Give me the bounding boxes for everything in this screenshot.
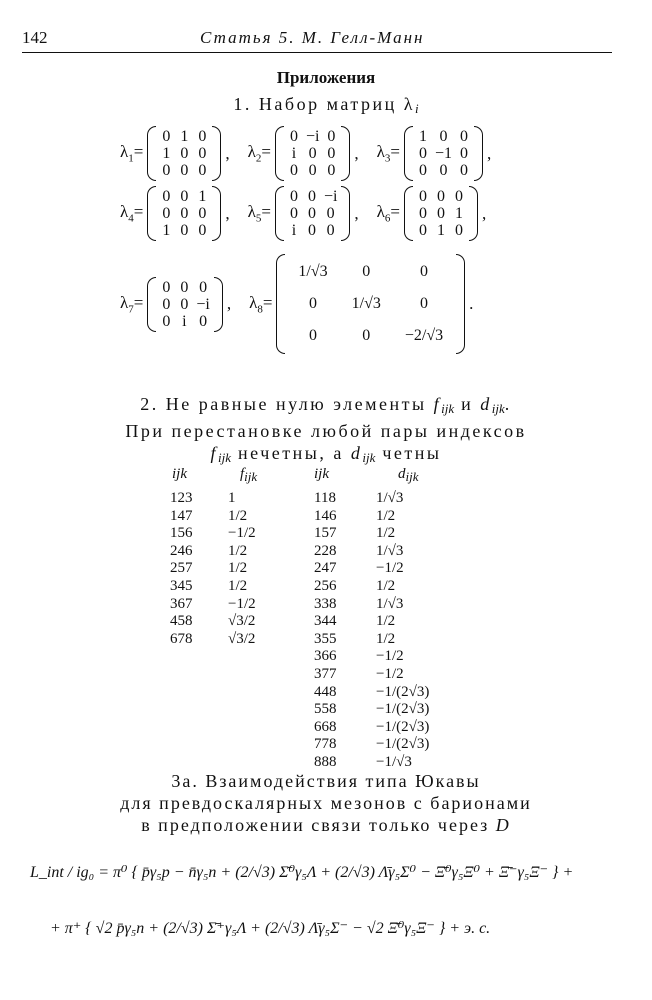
matrix-punct: , bbox=[226, 294, 232, 313]
table-value: −1/2 bbox=[376, 648, 404, 665]
matrix-cell: 0 bbox=[460, 128, 469, 145]
matrix-label: $\lambda_2=$ bbox=[247, 142, 271, 165]
matrix-label: $\lambda_4=$ bbox=[120, 202, 144, 225]
matrix-cell: 0 bbox=[198, 222, 207, 239]
header-rule bbox=[22, 52, 612, 53]
matrix-cell: i bbox=[182, 312, 187, 330]
matrix-lambda-4 bbox=[120, 186, 230, 241]
matrix-row-1 bbox=[120, 126, 509, 181]
matrix-cell: 1 bbox=[437, 222, 445, 239]
matrix-cell: 0 bbox=[180, 295, 189, 313]
table-ijk: 338 bbox=[314, 595, 337, 612]
matrix-cell: 0 bbox=[326, 205, 335, 222]
matrix-label: $\lambda_6=$ bbox=[376, 202, 400, 225]
matrix-cell: 1 bbox=[162, 222, 171, 239]
table-value: 1/2 bbox=[228, 578, 248, 594]
table-ijk: 355 bbox=[314, 630, 337, 647]
running-title: Статья 5. М. Гелл-Манн bbox=[200, 28, 425, 47]
table-ijk: 146 bbox=[314, 507, 337, 524]
matrix-row-2 bbox=[120, 186, 504, 241]
matrix-cell: 0 bbox=[309, 327, 318, 344]
matrix-cell: −2/√3 bbox=[404, 327, 444, 344]
table-ijk: 678 bbox=[170, 630, 193, 647]
matrix-cell: 1/√3 bbox=[351, 295, 381, 312]
matrix-body bbox=[404, 186, 478, 241]
section1-title: 1. Набор матриц $\lambda_i$ bbox=[233, 94, 419, 116]
table-value: 1/2 bbox=[376, 613, 396, 630]
table-value: −1/2 bbox=[376, 666, 404, 682]
matrix-cell: 0 bbox=[198, 145, 207, 162]
matrix-cell: 0 bbox=[307, 188, 316, 205]
table-value: 1/√3 bbox=[376, 542, 404, 559]
matrix-cell: 0 bbox=[455, 188, 463, 205]
table-value: 1 bbox=[228, 490, 236, 506]
table-ijk: 888 bbox=[314, 754, 337, 770]
matrix-cell: 0 bbox=[180, 278, 189, 296]
table-value: −1/(2√3) bbox=[376, 718, 430, 735]
table-ijk: 156 bbox=[170, 525, 193, 542]
f-col-value-head: fijk bbox=[240, 466, 258, 484]
table-value: 1/√3 bbox=[376, 490, 404, 506]
matrix-label: $\lambda_3=$ bbox=[376, 142, 400, 165]
matrix-cell: 0 bbox=[289, 128, 298, 145]
matrix-cell: −i bbox=[305, 128, 320, 145]
matrix-cell: 0 bbox=[180, 205, 189, 222]
section2-title: 2. Не равные нулю элементы $f_{ijk}$ и $d_{ijk}$. При перестановке любой пары индексов $f_{ijk}$ нечетны, а $d_{ijk}$ четны bbox=[125, 394, 527, 465]
table-value: −1/(2√3) bbox=[376, 683, 430, 700]
matrix-cell: 0 bbox=[326, 222, 335, 239]
matrix-cell: 0 bbox=[289, 188, 298, 205]
matrix-cell: 1 bbox=[455, 205, 463, 222]
section3-title: 3а. Взаимодействия типа Юкавы для превдоскалярных мезонов с барионами в предположении связи только через D bbox=[120, 771, 532, 835]
matrix-body bbox=[147, 186, 221, 241]
table-value: 1/2 bbox=[228, 507, 248, 524]
matrix-cell: 0 bbox=[308, 162, 317, 179]
table-value: −1/2 bbox=[228, 595, 256, 612]
matrix-lambda-8 bbox=[249, 254, 473, 354]
matrix-lambda-1 bbox=[120, 126, 230, 181]
table-value: 1/2 bbox=[376, 507, 396, 524]
matrix-cell: 0 bbox=[327, 162, 336, 179]
table-ijk: 345 bbox=[170, 578, 193, 594]
matrix-cell: 0 bbox=[307, 205, 316, 222]
table-ijk: 448 bbox=[314, 683, 337, 700]
matrix-cell: 1 bbox=[198, 188, 207, 205]
table-value: −1/2 bbox=[228, 525, 256, 542]
matrix-cell: 0 bbox=[180, 162, 189, 179]
matrix-cell: 0 bbox=[439, 162, 448, 179]
matrix-cell: 0 bbox=[162, 312, 171, 330]
matrix-cell: 0 bbox=[198, 128, 207, 145]
matrix-cell: 0 bbox=[419, 145, 427, 162]
matrix-cell: 0 bbox=[180, 188, 189, 205]
matrix-cell: 0 bbox=[198, 205, 207, 222]
page-number: 142 bbox=[22, 28, 48, 47]
matrix-cell: 0 bbox=[289, 205, 298, 222]
table-ijk: 123 bbox=[170, 490, 193, 506]
matrix-cell: 0 bbox=[162, 188, 171, 205]
matrix-label: $\lambda_8=$ bbox=[249, 292, 273, 316]
matrix-cell: 0 bbox=[362, 263, 371, 280]
matrix-cell: −i bbox=[323, 188, 338, 205]
table-ijk: 157 bbox=[314, 525, 337, 542]
table-ijk: 247 bbox=[314, 560, 337, 577]
table-value: √3/2 bbox=[228, 613, 256, 630]
table-value: 1/2 bbox=[376, 578, 396, 594]
matrix-body bbox=[147, 277, 222, 332]
matrix-lambda-2 bbox=[248, 126, 359, 181]
matrix-label: $\lambda_1=$ bbox=[120, 142, 144, 165]
matrix-cell: 0 bbox=[419, 205, 427, 222]
d-col-ijk-head: ijk bbox=[314, 466, 329, 482]
matrix-punct: , bbox=[487, 143, 492, 163]
matrix-lambda-3 bbox=[377, 126, 492, 181]
table-value: 1/2 bbox=[376, 630, 396, 647]
table-value: −1/√3 bbox=[376, 754, 412, 770]
matrix-cell: 0 bbox=[309, 295, 318, 312]
matrix-cell: 0 bbox=[419, 188, 427, 205]
matrix-cell: 0 bbox=[419, 222, 427, 239]
table-ijk: 147 bbox=[170, 507, 193, 524]
matrix-lambda-7 bbox=[120, 277, 231, 332]
table-ijk: 668 bbox=[314, 718, 337, 735]
matrix-cell: 0 bbox=[437, 205, 445, 222]
matrix-punct: , bbox=[354, 203, 359, 223]
matrix-cell: 0 bbox=[198, 162, 207, 179]
matrix-label: $\lambda_7=$ bbox=[120, 292, 144, 316]
matrix-cell: 1 bbox=[162, 145, 171, 162]
matrix-cell: 0 bbox=[162, 205, 171, 222]
matrix-punct: , bbox=[354, 143, 359, 163]
matrix-punct: . bbox=[469, 294, 474, 313]
table-ijk: 377 bbox=[314, 666, 337, 682]
table-ijk: 257 bbox=[170, 560, 193, 577]
matrix-cell: 0 bbox=[199, 278, 208, 296]
matrix-cell: 0 bbox=[460, 162, 469, 179]
matrix-cell: 0 bbox=[307, 222, 316, 239]
table-value: −1/2 bbox=[376, 560, 404, 577]
matrix-cell: 0 bbox=[180, 222, 189, 239]
table-value: 1/2 bbox=[376, 525, 396, 542]
matrix-cell: 0 bbox=[162, 295, 171, 313]
matrix-cell: 0 bbox=[162, 128, 171, 145]
matrix-lambda-5 bbox=[248, 186, 359, 241]
matrix-cell: 0 bbox=[419, 162, 427, 179]
matrix-cell: i bbox=[291, 222, 297, 239]
matrix-cell: 0 bbox=[362, 327, 371, 344]
matrix-cell: 0 bbox=[420, 295, 428, 312]
matrix-cell: −1 bbox=[435, 145, 453, 162]
table-ijk: 778 bbox=[314, 736, 337, 753]
matrix-body bbox=[147, 126, 221, 181]
table-value: 1/2 bbox=[228, 542, 248, 559]
matrix-cell: 1/√3 bbox=[298, 263, 328, 280]
matrix-cell: 0 bbox=[327, 128, 336, 145]
matrix-cell: 0 bbox=[180, 145, 189, 162]
matrix-cell: 0 bbox=[162, 278, 171, 296]
table-ijk: 256 bbox=[314, 578, 337, 594]
matrix-cell: 0 bbox=[199, 312, 208, 330]
lagrangian-eq2: + π⁺ { √2 p̄γ₅n + (2/√3) Σ̄⁺γ₅Λ + (2/√3) Λ̄γ₅Σ⁻ − √2 Ξ̄⁰γ₅Ξ⁻ } + э. с. bbox=[50, 920, 491, 937]
table-ijk: 366 bbox=[314, 648, 337, 665]
matrix-cell: 1 bbox=[180, 128, 189, 145]
f-col-ijk-head: ijk bbox=[172, 466, 187, 482]
matrix-cell: 0 bbox=[439, 128, 448, 145]
matrix-cell: 0 bbox=[437, 188, 445, 205]
d-col-value-head: dijk bbox=[398, 466, 419, 484]
matrix-cell: 0 bbox=[420, 263, 428, 280]
matrix-lambda-6 bbox=[377, 186, 487, 241]
lagrangian-eq1: L_int / ig₀ = π⁰ { p̄γ₅p − n̄γ₅n + (2/√3) Σ̄⁰γ₅Λ + (2/√3) Λ̄γ₅Σ⁰ − Ξ̄⁰γ₅Ξ⁰ + Ξ̄⁻γ₅Ξ⁻ } + bbox=[30, 864, 574, 881]
matrix-cell: 0 bbox=[162, 162, 171, 179]
table-ijk: 246 bbox=[170, 542, 193, 559]
matrix-cell: 1 bbox=[419, 128, 427, 145]
matrix-cell: 0 bbox=[289, 162, 298, 179]
matrix-cell: 0 bbox=[327, 145, 336, 162]
matrix-cell: −i bbox=[196, 295, 210, 313]
matrix-cell: 0 bbox=[455, 222, 463, 239]
table-ijk: 367 bbox=[170, 595, 193, 612]
matrix-body bbox=[275, 126, 350, 181]
table-value: √3/2 bbox=[228, 630, 256, 647]
appendix-title: Приложения bbox=[276, 68, 376, 87]
table-ijk: 558 bbox=[314, 701, 337, 718]
matrix-punct: , bbox=[482, 203, 487, 223]
matrix-body bbox=[276, 254, 465, 354]
matrix-body bbox=[404, 126, 483, 181]
table-value: 1/√3 bbox=[376, 595, 404, 612]
matrix-label: $\lambda_5=$ bbox=[247, 202, 271, 225]
matrix-cell: 0 bbox=[308, 145, 317, 162]
matrix-row-3 bbox=[120, 254, 491, 354]
table-ijk: 458 bbox=[170, 613, 193, 630]
table-ijk: 228 bbox=[314, 542, 337, 559]
table-value: −1/(2√3) bbox=[376, 701, 430, 718]
matrix-punct: , bbox=[225, 203, 230, 223]
table-value: 1/2 bbox=[228, 560, 248, 577]
table-ijk: 118 bbox=[314, 490, 336, 506]
matrix-punct: , bbox=[225, 143, 230, 163]
matrix-cell: 0 bbox=[460, 145, 469, 162]
matrix-cell: i bbox=[291, 145, 297, 162]
table-value: −1/(2√3) bbox=[376, 736, 430, 753]
table-ijk: 344 bbox=[314, 613, 337, 630]
matrix-body bbox=[275, 186, 350, 241]
